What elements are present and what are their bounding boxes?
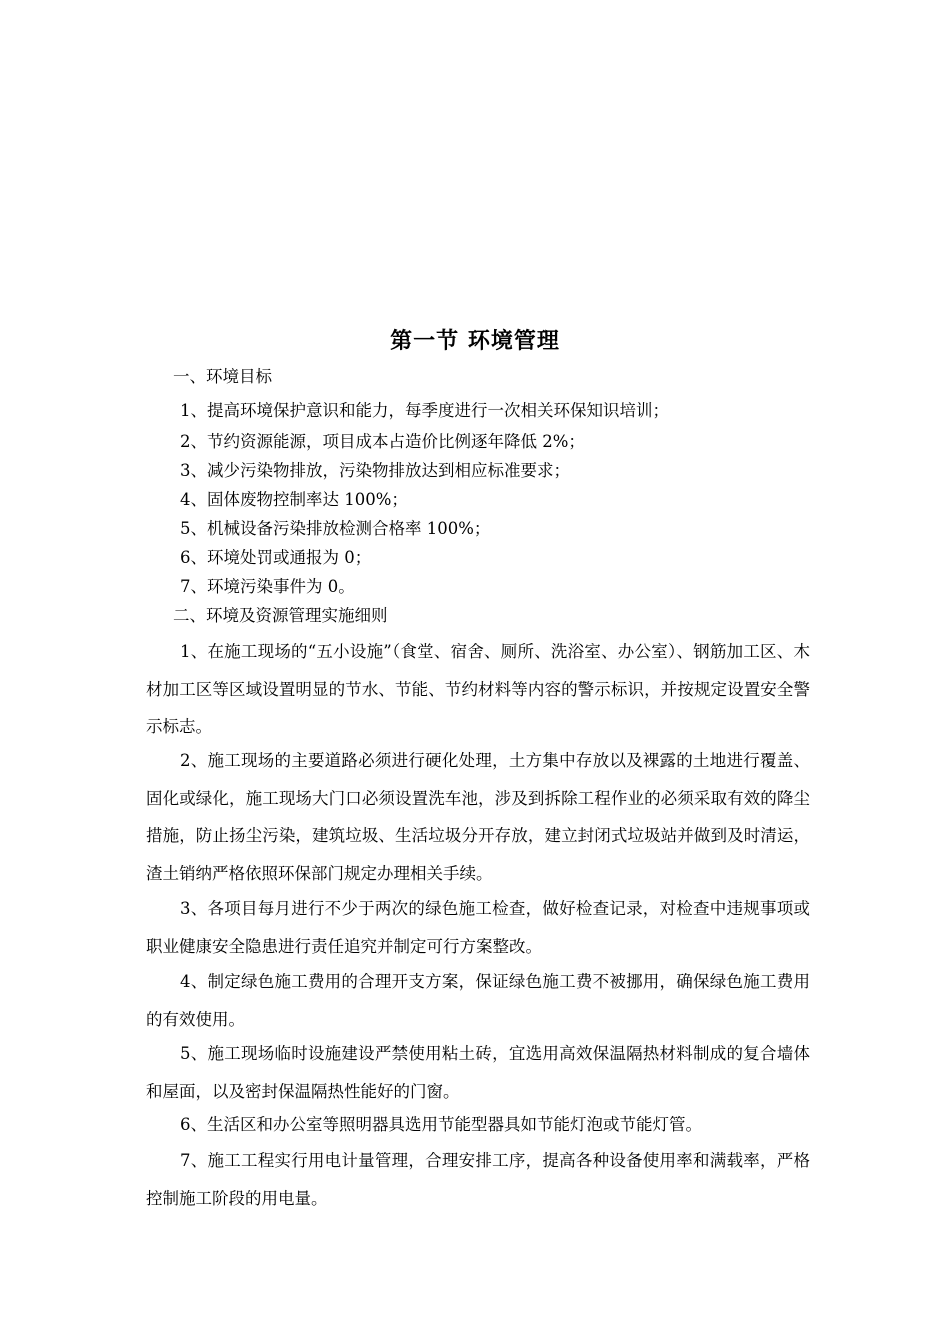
goal-item: 7、环境污染事件为 0。 — [180, 577, 355, 596]
rule-paragraph: 3、各项目每月进行不少于两次的绿色施工检查，做好检查记录，对检查中违规事项或职业健康安全隐患进行责任追究并制定可行方案整改。 — [146, 899, 810, 956]
goal-item: 5、机械设备污染排放检测合格率 100%； — [180, 519, 491, 538]
goal-item: 2、节约资源能源，项目成本占造价比例逐年降低 2%； — [180, 432, 585, 451]
goal-item: 3、减少污染物排放，污染物排放达到相应标准要求； — [180, 461, 570, 480]
goal-item: 6、环境处罚或通报为 0； — [180, 548, 372, 567]
rule-paragraph: 1、在施工现场的“五小设施”（食堂、宿舍、厕所、洗浴室、办公室）、钢筋加工区、木材加工区等区域设置明显的节水、节能、节约材料等内容的警示标识，并按规定设置安全警示标志。 — [146, 642, 810, 736]
goal-item: 4、固体废物控制率达 100%； — [180, 490, 408, 509]
section-heading-implementation-rules: 二、环境及资源管理实施细则 — [173, 606, 388, 625]
rule-paragraph: 2、施工现场的主要道路必须进行硬化处理，土方集中存放以及裸露的土地进行覆盖、固化或绿化，施工现场大门口必须设置洗车池，涉及到拆除工程作业的必须采取有效的降尘措施，防止扬尘污染，建筑垃圾、生活垃圾分开存放，建立封闭式垃圾站并做到及时清运，渣土销纳严格依照环保部门规定办理相关手续。 — [146, 751, 810, 883]
rule-paragraph: 4、制定绿色施工费用的合理开支方案，保证绿色施工费不被挪用，确保绿色施工费用的有效使用。 — [146, 972, 810, 1029]
page-title: 第一节 环境管理 — [390, 328, 560, 354]
goal-item: 1、提高环境保护意识和能力，每季度进行一次相关环保知识培训； — [180, 401, 669, 420]
section-heading-environment-goals: 一、环境目标 — [173, 367, 272, 386]
rule-paragraph: 5、施工现场临时设施建设严禁使用粘土砖，宜选用高效保温隔热材料制成的复合墙体和屋面，以及密封保温隔热性能好的门窗。 — [146, 1044, 810, 1101]
rule-paragraph: 6、生活区和办公室等照明器具选用节能型器具如节能灯泡或节能灯管。 — [180, 1115, 702, 1134]
rule-paragraph: 7、施工工程实行用电计量管理，合理安排工序，提高各种设备使用率和满载率，严格控制施工阶段的用电量。 — [146, 1151, 810, 1208]
